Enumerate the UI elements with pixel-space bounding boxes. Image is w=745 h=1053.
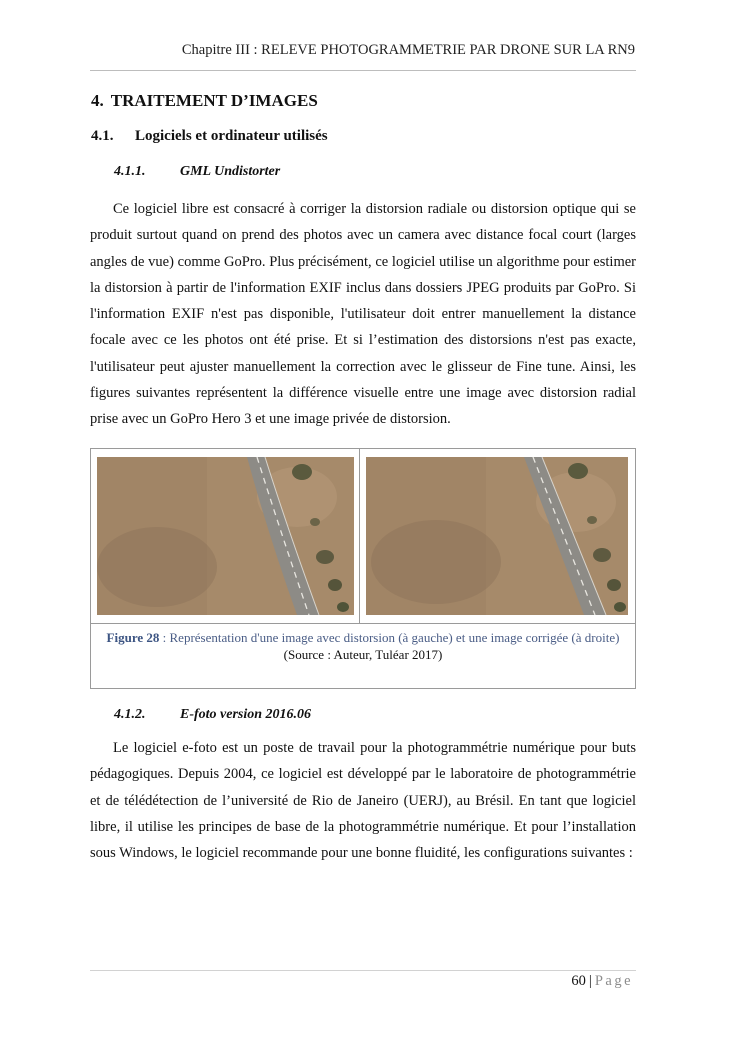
paragraph-e-foto: Le logiciel e-foto est un poste de travail pour la photogrammétrie numérique pour buts pédagogiques. Depuis 2004, ce logiciel est développé par le laboratoire de photogrammétrie et de télédétection de l’université de Rio de Janeiro (UERJ), au Brésil. En tant que logiciel libre, il utilise les principes de base de la photogrammétrie numérique. Et pour l’installation sous Windows, le logiciel recommande pour une bonne fluidité, les configurations suivantes : — [90, 740, 636, 862]
footer-separator: | — [588, 973, 592, 989]
page-footer — [90, 973, 633, 990]
figure-label: Figure 28 — [106, 630, 160, 645]
page-number: 60 — [571, 973, 586, 989]
footer-divider — [90, 970, 636, 971]
figure-caption-divider — [91, 623, 635, 624]
section-title: TRAITEMENT D’IMAGES — [110, 91, 318, 110]
subsubsection-number: 4.1.1. — [114, 164, 146, 179]
subsection-title: Logiciels et ordinateur utilisés — [135, 128, 328, 144]
page-word: Page — [594, 973, 633, 989]
subsubsection-number: 4.1.2. — [114, 707, 146, 722]
subsection-number: 4.1. — [91, 128, 114, 144]
figure-caption-text: : Représentation d'une image avec distorsion (à gauche) et une image corrigée (à droite) — [159, 630, 620, 645]
subsubsection-title: E-foto version 2016.06 — [180, 707, 312, 722]
figure-caption — [101, 629, 625, 663]
figure-source: (Source : Auteur, Tuléar 2017) — [283, 647, 443, 662]
header-divider — [90, 70, 636, 71]
subsubsection-title: GML Undistorter — [180, 164, 281, 179]
aerial-photo-distorted — [97, 457, 354, 615]
running-header: Chapitre III : RELEVE PHOTOGRAMMETRIE PAR DRONE SUR LA RN9 — [181, 42, 635, 58]
section-heading — [91, 91, 318, 111]
subsubsection-heading-1 — [114, 164, 280, 180]
subsection-heading — [91, 128, 328, 145]
subsubsection-heading-2 — [114, 707, 311, 723]
figure-column-divider — [359, 449, 360, 623]
section-number: 4. — [91, 91, 104, 110]
aerial-photo-corrected — [366, 457, 628, 615]
figure-28 — [90, 448, 636, 689]
paragraph-gml-undistorter: Ce logiciel libre est consacré à corriger la distorsion radiale ou distorsion optique qui se produit surtout quand on prend des photos avec un camera avec distance focal court (larges angles de vue) comme GoPro. Plus précisément, ce logiciel utilise un algorithme pour estimer la distorsion à partir de l'information EXIF inclus dans dossiers JPEG produits par GoPro. Si l'information EXIF n'est pas disponible, l'utilisateur doit entrer manuellement la distance focale avec ce les photos ont été prise. Et si l’estimation des distorsions n'est pas exacte, l'utilisateur peut ajuster manuellement la correction avec le glisseur de Fine tune. Ainsi, les figures suivantes représentent la différence visuelle entre une image avec distorsion radial prise avec un GoPro Hero 3 et une image privée de distorsion. — [90, 201, 636, 428]
